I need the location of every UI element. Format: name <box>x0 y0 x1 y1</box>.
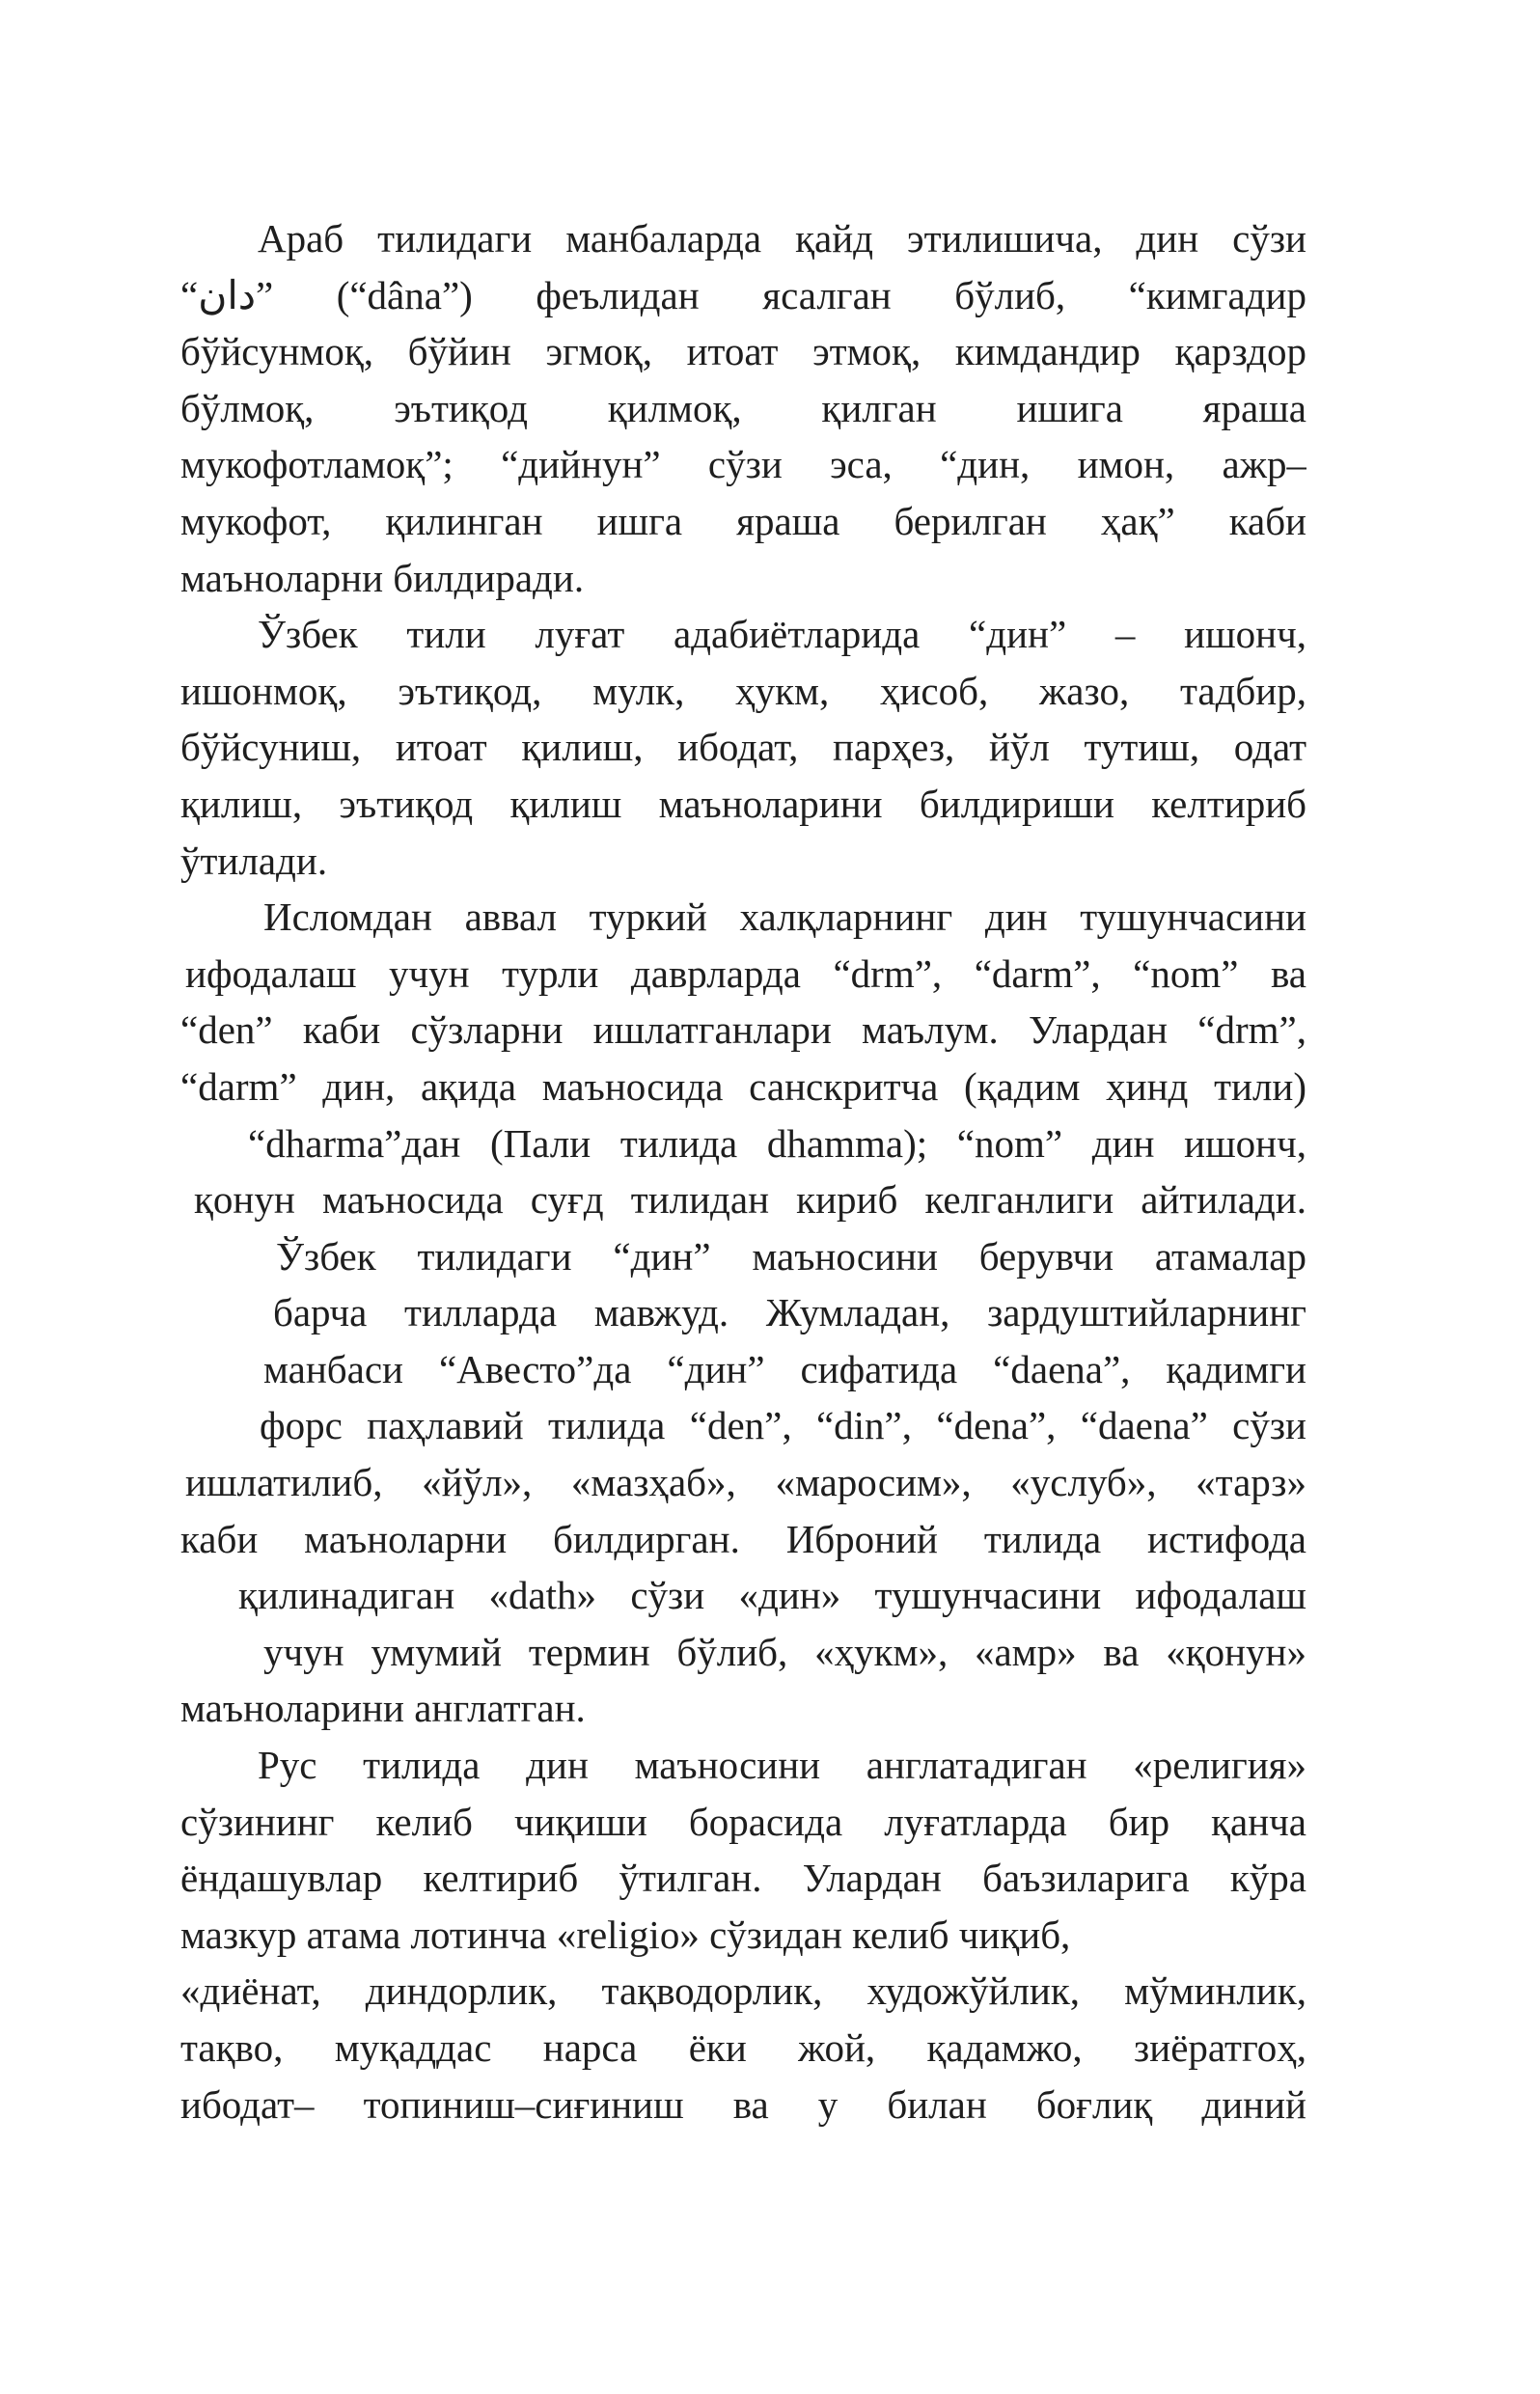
text-line: бўйсуниш, итоат қилиш, ибодат, парҳез, йўл тутиш, одат <box>180 725 1306 770</box>
text-line: “darm” дин, ақида маъносида санскритча (қадим ҳинд тили) <box>180 1063 1306 1109</box>
text-line: мукофот, қилинган ишга яраша берилган ҳақ” каби <box>180 498 1306 543</box>
text-line: Рус тилида дин маъносини англатадиган «религия» <box>258 1743 1306 1788</box>
text-line: маъноларни билдиради. <box>180 555 585 600</box>
text-line: сўзининг келиб чиқиши борасида луғатларда бир қанча <box>180 1799 1306 1844</box>
text-line: ибодат– топиниш–сиғиниш ва у билан боғлиқ диний <box>180 2081 1306 2127</box>
text-line: ўтилади. <box>180 838 328 883</box>
text-line: қилиш, эътиқод қилиш маъноларини билдириши келтириб <box>180 781 1306 826</box>
text-line: ишонмоқ, эътиқод, мулк, ҳукм, ҳисоб, жазо, тадбир, <box>180 668 1306 713</box>
text-line: қилинадиган «dath» сўзи «дин» тушунчасини ифодалаш <box>238 1573 1306 1618</box>
text-line: ифодалаш учун турли даврларда “drm”, “darm”, “nom” ва <box>185 950 1306 996</box>
text-line: “dharma”дан (Пали тилида dhamma); “nom” дин ишонч, <box>248 1120 1306 1166</box>
text-line: манбаси “Авесто”да “дин” сифатида “daena”, қадимги <box>263 1346 1306 1391</box>
text-line: ёндашувлар келтириб ўтилган. Улардан баъзиларига кўра <box>180 1856 1306 1901</box>
text-line: “den” каби сўзларни ишлатганлари маълум. Улардан “drm”, <box>180 1007 1306 1053</box>
document-body <box>180 210 1306 2133</box>
text-line: маъноларини англатган. <box>180 1686 586 1731</box>
text-line: бўйсунмоқ, бўйин эгмоқ, итоат этмоқ, кимдандир қарздор <box>180 329 1306 374</box>
text-line: Ўзбек тилидаги “дин” маъносини берувчи атамалар <box>276 1233 1306 1279</box>
text-line: каби маъноларни билдирган. Иброний тилида истифода <box>180 1516 1306 1561</box>
text-line: ишлатилиб, «йўл», «мазҳаб», «маросим», «услуб», «тарз» <box>185 1460 1306 1505</box>
text-line: “دان” (“dâna”) феълидан ясалган бўлиб, “кимгадир <box>180 272 1306 317</box>
text-line: Исломдан аввал туркий халқларнинг дин тушунчасини <box>263 894 1306 940</box>
text-line: мукофотламоқ”; “дийнун” сўзи эса, “дин, имон, ажр– <box>180 442 1306 487</box>
text-line: «диёнат, диндорлик, тақводорлик, художўйлик, мўминлик, <box>180 1968 1306 2014</box>
text-line: қонун маъносида суғд тилидан кириб келганлиги айтилади. <box>194 1177 1306 1223</box>
text-line: учун умумий термин бўлиб, «ҳукм», «амр» ва «қонун» <box>263 1629 1306 1674</box>
text-line: форс паҳлавий тилида “den”, “din”, “dena”, “daena” сўзи <box>260 1403 1306 1448</box>
text-line: тақво, муқаддас нарса ёки жой, қадамжо, зиёратгоҳ, <box>180 2025 1306 2070</box>
text-line: Ўзбек тили луғат адабиётларида “дин” – ишонч, <box>258 612 1306 657</box>
text-line: мазкур атама лотинча «religio» сўзидан келиб чиқиб, <box>180 1912 1071 1957</box>
text-line: бўлмоқ, эътиқод қилмоқ, қилган ишига яраша <box>180 385 1306 430</box>
text-line: барча тилларда мавжуд. Жумладан, зардуштийларнинг <box>273 1290 1306 1335</box>
text-line: Араб тилидаги манбаларда қайд этилишича, дин сўзи <box>258 216 1306 261</box>
